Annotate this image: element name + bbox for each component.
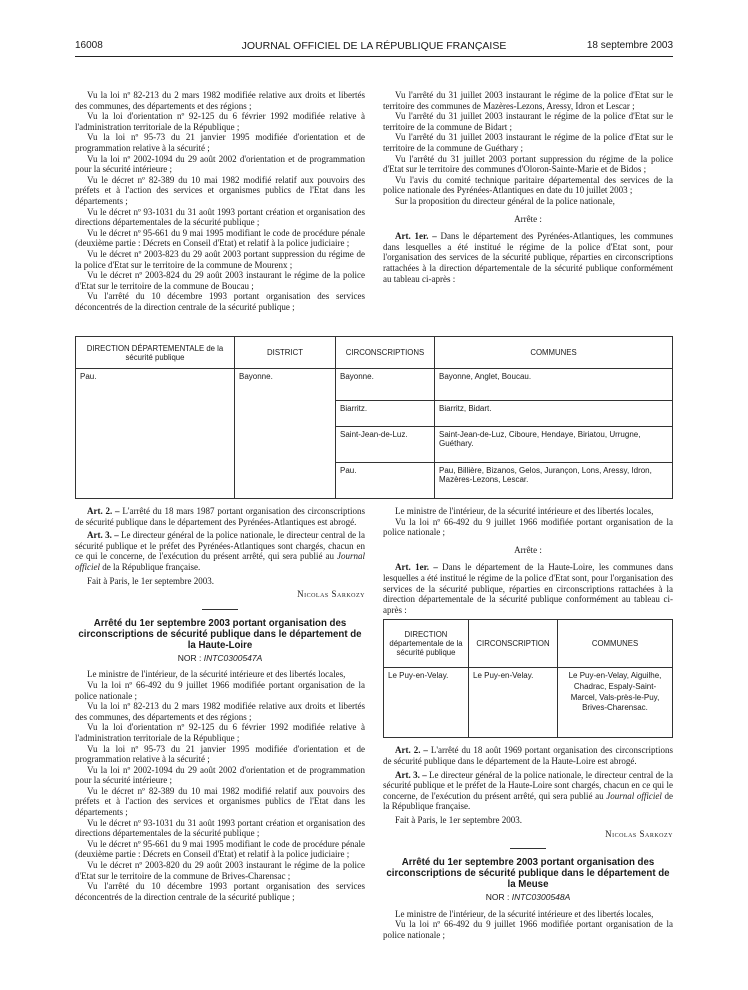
article-label: Art. 3. – (87, 530, 119, 541)
page-header (75, 40, 673, 54)
nor-code: INTC0300548A (511, 892, 571, 903)
visa: Vu le décret nº 95-661 du 9 mai 1995 modifiant le code de procédure pénale (deuxième partie : Décrets en Conseil d'Etat) et relatif à la police judiciaire ; (75, 838, 365, 860)
table-header: CIRCONSCRIPTIONS (336, 337, 435, 369)
article-label: Art. 2. – (395, 745, 428, 756)
journal-name: Journal officiel (606, 790, 662, 801)
table-cell: Bayonne. (336, 369, 435, 401)
signing-date: Fait à Paris, le 1er septembre 2003. (395, 814, 522, 825)
table-header: COMMUNES (435, 337, 673, 369)
nor-reference (383, 892, 673, 903)
visa: Vu l'arrêté du 31 juillet 2003 instaurant le régime de la police d'Etat sur le territoire des communes de Mazères-Lezons, Aressy, Idron et Lescar ; (383, 90, 673, 111)
header-rule (75, 56, 673, 57)
page-number: 16008 (75, 40, 103, 51)
visa: Vu la loi d'orientation nº 92-125 du 6 février 1992 modifiée relative à l'administration territoriale de la République ; (75, 111, 365, 132)
nor-code: INTC0300547A (203, 652, 263, 663)
visa: Vu la loi nº 95-73 du 21 janvier 1995 modifiée d'orientation et de programmation relative à la sécurité ; (75, 132, 365, 153)
table-header: DIRECTION départementale de la sécurité publique (384, 620, 469, 668)
visa: Vu le décret nº 2003-823 du 29 août 2003 portant suppression du régime de la police d'Etat sur le territoire de la commune de Mourenx ; (75, 248, 365, 270)
article-label: Art. 2. – (87, 506, 120, 516)
visa: Vu l'arrêté du 10 décembre 1993 portant organisation des services déconcentrés de la direction centrale de la sécurité publique ; (75, 291, 365, 312)
signature: Nicolas Sarkozy (605, 828, 673, 839)
article-2 (383, 745, 673, 766)
table-cell: Bayonne. (235, 369, 336, 499)
table-header: DISTRICT (235, 337, 336, 369)
visa: Le ministre de l'intérieur, de la sécurité intérieure et des libertés locales, (395, 908, 654, 919)
visa: Vu la loi nº 66-492 du 9 juillet 1966 modifiée portant organisation de la police nationale ; (75, 679, 365, 701)
visa: Vu la loi nº 66-492 du 9 juillet 1966 modifiée portant organisation de la police nationale ; (383, 919, 673, 940)
article-1 (383, 562, 673, 615)
visa: Vu l'arrêté du 10 décembre 1993 portant organisation des services déconcentrés de la direction centrale de la sécurité publique ; (75, 881, 365, 902)
arrete-heading: Arrête : (514, 544, 542, 555)
visa: Vu la loi nº 82-213 du 2 mars 1982 modifiée relative aux droits et libertés des communes, des départements et des régions ; (75, 90, 365, 111)
issue-date: 18 septembre 2003 (586, 40, 673, 51)
visa: Le ministre de l'intérieur, de la sécurité intérieure et des libertés locales, (395, 506, 654, 516)
table-header: DIRECTION DÉPARTEMENTALE de la sécurité publique (76, 337, 235, 369)
table-cell: Le Puy-en-Velay. (469, 668, 558, 738)
visa: Sur la proposition du directeur général de la police nationale, (395, 195, 615, 206)
article-1 (383, 231, 673, 284)
article-3 (383, 770, 673, 812)
visa: Vu l'arrêté du 31 juillet 2003 instaurant le régime de la police d'Etat sur le territoire de la commune de Guéthary ; (383, 132, 673, 153)
article-3 (75, 530, 365, 572)
table-cell: Pau. (76, 369, 235, 499)
visa: Vu la loi nº 95-73 du 21 janvier 1995 modifiée d'orientation et de programmation relative à la sécurité ; (75, 743, 365, 765)
visa: Vu l'avis du comité technique paritaire départemental des services de la police nationale des Pyrénées-Atlantiques en date du 10 juillet 2003 ; (383, 174, 673, 196)
nor-reference (75, 653, 365, 664)
article-label: Art. 3. – (395, 769, 427, 780)
visa: Vu le décret nº 82-389 du 10 mai 1982 modifié relatif aux pouvoirs des préfets et à l'action des services et organismes publics de l'Etat dans les départements ; (75, 785, 365, 818)
decree-title: Arrêté du 1er septembre 2003 portant organisation des circonscriptions de sécurité publique dans le département de la Meuse (386, 857, 670, 891)
table-cell: Saint-Jean-de-Luz, Ciboure, Hendaye, Biriatou, Urrugne, Guéthary. (435, 427, 673, 463)
table-cell: Bayonne, Anglet, Boucau. (435, 369, 673, 401)
block2-left-column (75, 506, 365, 902)
article-2 (75, 506, 365, 527)
visa: Vu le décret nº 82-389 du 10 mai 1982 modifié relatif aux pouvoirs des préfets et à l'action des services et organismes publics de l'Etat dans les départements ; (75, 174, 365, 206)
table-header: CIRCONSCRIPTION (469, 620, 558, 668)
visa: Vu l'arrêté du 31 juillet 2003 portant suppression du régime de la police d'Etat sur le territoire des communes d'Oloron-Sainte-Marie et de Bidos ; (383, 153, 673, 175)
visa: Vu la loi nº 2002-1094 du 29 août 2002 d'orientation et de programmation pour la sécurité intérieure ; (75, 764, 365, 786)
visa: Vu le décret nº 93-1031 du 31 août 1993 portant création et organisation des directions départementales de la sécurité publique ; (75, 206, 365, 228)
article-text: Dans le département de la Haute-Loire, les communes dans lesquelles a été institué le régime de la police d'Etat sont, pour l'organisation des services de la sécurité publique, réparties en circonscriptions rattachées à la direction départementale de la sécurité publique conformément au tableau ci-après : (383, 562, 674, 615)
block2-right-column (383, 506, 673, 940)
table-cell: Saint-Jean-de-Luz. (336, 427, 435, 463)
article-label: Art. 1er. – (395, 231, 437, 242)
visa: Vu le décret nº 2003-820 du 29 août 2003 instaurant le régime de la police d'Etat sur le territoire de la commune de Brives-Charensac ; (75, 860, 365, 881)
visa: Vu l'arrêté du 31 juillet 2003 instaurant le régime de la police d'Etat sur le territoire de la commune de Bidart ; (383, 111, 673, 132)
article-text: Le directeur général de la police nationale, le directeur central de la sécurité publique et le préfet des Pyrénées-Atlantiques sont chargés, chacun en ce qui le concerne, de l'exécution du présent arrêté, qui sera publié au (75, 530, 365, 562)
signature: Nicolas Sarkozy (297, 589, 365, 600)
circonscriptions-table-haute-loire (383, 619, 673, 738)
journal-name: Journal officiel (75, 551, 365, 572)
table-cell: Biarritz, Bidart. (435, 401, 673, 427)
table-cell: Le Puy-en-Velay, Aiguilhe, Chadrac, Espaly-Saint-Marcel, Vals-près-le-Puy, Brives-Charensac. (558, 668, 673, 738)
journal-title: JOURNAL OFFICIEL DE LA RÉPUBLIQUE FRANÇAISE (241, 40, 507, 52)
arrete-heading: Arrête : (514, 213, 542, 224)
section-separator (202, 609, 238, 610)
article-text: Dans le département des Pyrénées-Atlantiques, les communes dans lesquelles a été institué le régime de la police d'Etat sont, pour l'organisation des services de la sécurité publique, réparties en circonscriptions rattachées à la direction départementale de la sécurité publique conformément au tableau ci-après : (383, 231, 674, 284)
block1-left-column (75, 90, 365, 312)
visa: Vu le décret nº 93-1031 du 31 août 1993 portant création et organisation des directions départementales de la sécurité publique ; (75, 817, 365, 839)
table-cell: Pau, Billière, Bizanos, Gelos, Jurançon, Lons, Aressy, Idron, Mazères-Lezons, Lescar. (435, 463, 673, 499)
article-text: L'arrêté du 18 mars 1987 portant organisation des circonscriptions de sécurité publique dans le département des Pyrénées-Atlantiques est abrogé. (75, 506, 365, 527)
block1-right-column (383, 90, 673, 284)
table-cell: Biarritz. (336, 401, 435, 427)
visa: Vu le décret nº 95-661 du 9 mai 1995 modifiant le code de procédure pénale (deuxième partie : Décrets en Conseil d'Etat) et relatif à la police judiciaire ; (75, 227, 365, 249)
table-header: COMMUNES (558, 620, 673, 668)
article-text: Le directeur général de la police nationale, le directeur central de la sécurité publique et le préfet de la Haute-Loire sont chargés, chacun en ce qui le concerne, de l'exécution du présent arrêté, qui sera publié au (383, 769, 673, 801)
visa: Vu le décret nº 2003-824 du 29 août 2003 instaurant le régime de la police d'Etat sur le territoire de la commune de Boucau ; (75, 270, 365, 291)
visa: Vu la loi nº 82-213 du 2 mars 1982 modifiée relative aux droits et libertés des communes, des départements et des régions ; (75, 701, 365, 722)
visa: Vu la loi d'orientation nº 92-125 du 6 février 1992 modifiée relative à l'administration territoriale de la République ; (75, 722, 365, 743)
article-text: de la République française. (383, 790, 673, 812)
decree-title: Arrêté du 1er septembre 2003 portant organisation des circonscriptions de sécurité publique dans le département de la Haute-Loire (78, 617, 362, 651)
circonscriptions-table-pyrenees (75, 336, 673, 499)
nor-label: NOR : (177, 652, 202, 663)
article-text: L'arrêté du 18 août 1969 portant organisation des circonscriptions de sécurité publique dans le département de la Haute-Loire est abrogé. (383, 745, 673, 766)
visa: Vu la loi nº 2002-1094 du 29 août 2002 d'orientation et de programmation pour la sécurité intérieure ; (75, 153, 365, 175)
visa: Le ministre de l'intérieur, de la sécurité intérieure et des libertés locales, (87, 669, 346, 680)
signing-date: Fait à Paris, le 1er septembre 2003. (87, 575, 214, 586)
table-cell: Le Puy-en-Velay. (384, 668, 469, 738)
section-separator (510, 848, 546, 849)
article-label: Art. 1er. – (395, 562, 438, 573)
visa: Vu la loi nº 66-492 du 9 juillet 1966 modifiée portant organisation de la police nationale ; (383, 516, 673, 538)
article-text: de la République française. (100, 561, 201, 572)
table-cell: Pau. (336, 463, 435, 499)
nor-label: NOR : (485, 892, 510, 903)
